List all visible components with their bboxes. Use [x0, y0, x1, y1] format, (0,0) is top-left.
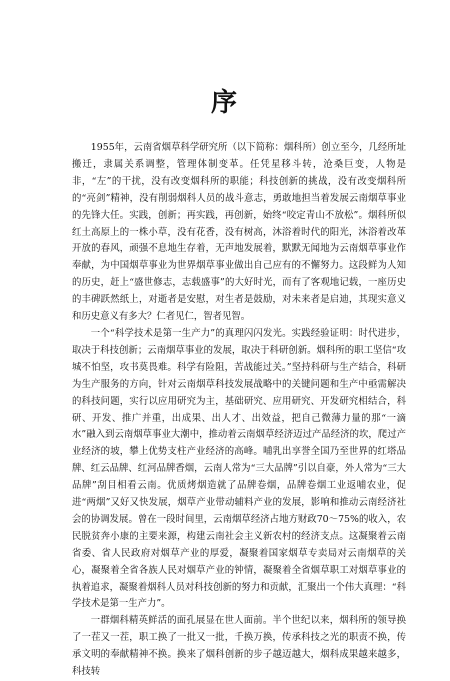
page-title: 序 [210, 88, 239, 118]
preface-body [72, 140, 406, 678]
paragraph: 一群烟科精英鲜活的面孔展显在世人面前。半个世纪以来，烟科所的领导换了一茬又一茬，职工换了一批又一批，千换万换，传承科技之光的职责不换，传承文明的奉献精神不换。换来了烟科创新的步子越迈越大，烟科成果越来越多，科技转 [72, 615, 406, 678]
paragraph: 一个“科学技术是第一生产力”的真理闪闪发光。实践经验证明：时代进步，取决于科技创新；云南烟草事业的发展，取决于科研创新。烟科所的职工坚信“攻城不怕坚，攻书莫畏难。科学有险阻，苦战能过关。”坚持科研与生产结合，科研为生产服务的方向，针对云南烟草科技发展战略中的关键问题和生产中亟需解决的科技问题，实行以应用研究为主，基础研究、应用研究、开发研究相结合，科研、开发、推广并重，出成果、出人才、出效益，把自己微薄力量的那“一滴水”融入到云南烟草事业大潮中，推动着云南烟草经济迈过产品经济的坎，爬过产业经济的坡，攀上优势支柱产业经济的高峰。哺乳出享誉全国乃至世界的红塔品牌、红云品牌、红河品牌香烟，云南人常为“三大品牌”引以自豪，外人常为“三大品牌”刮目相看云南。优质烤烟造就了品牌卷烟，品牌卷烟工业返哺农业，促进“两烟”又好又快发展，烟草产业带动辅料产业的发展，影响和推动云南经济社会的协调发展。曾在一段时间里，云南烟草经济占地方财政70～75%的收入，农民脱贫奔小康的主要来源，构建云南社会主义新农村的经济支点。这凝聚着云南省委、省人民政府对烟草产业的厚爱，凝聚着国家烟草专卖局对云南烟草的关心，凝聚着全省各族人民对烟草产业的钟情，凝聚着全省烟草职工对烟草事业的执着追求，凝聚着烟科人员对科技创新的努力和贡献，汇聚出一个伟大真理：“科学技术是第一生产力”。 [72, 327, 406, 610]
paragraph: 1955年，云南省烟草科学研究所（以下简称：烟科所）创立至今，几经所址搬迁，隶属关系调整，管理体制变革。任凭星移斗转，沧桑巨变，人物是非，“左”的干扰，没有改变烟科所的职能；科技创新的挑战，没有改变烟科所的“亮剑”精神，没有削弱烟科人员的战斗意志，勇敢地担当着发展云南烟草事业的先锋大任。实践，创新；再实践，再创新，始终“咬定青山不放松”。烟科所似红土高原上的一株小草，没有花香，没有树高，沐浴着时代的阳光，沐浴着改革开放的春风，顽强不息地生存着，无声地发展着，默默无闻地为云南烟草事业作奉献，为中国烟草事业为世界烟草事业做出自己应有的不懈努力。这段鲜为人知的历史，赶上“盛世修志，志载盛事”的大好时光，而有了客观地记载，一座历史的丰碑跃然纸上，对逝者是安慰，对生者是鼓励，对未来者是启迪，其现实意义和历史意义有多大？仁者见仁，智者见智。 [72, 142, 406, 323]
